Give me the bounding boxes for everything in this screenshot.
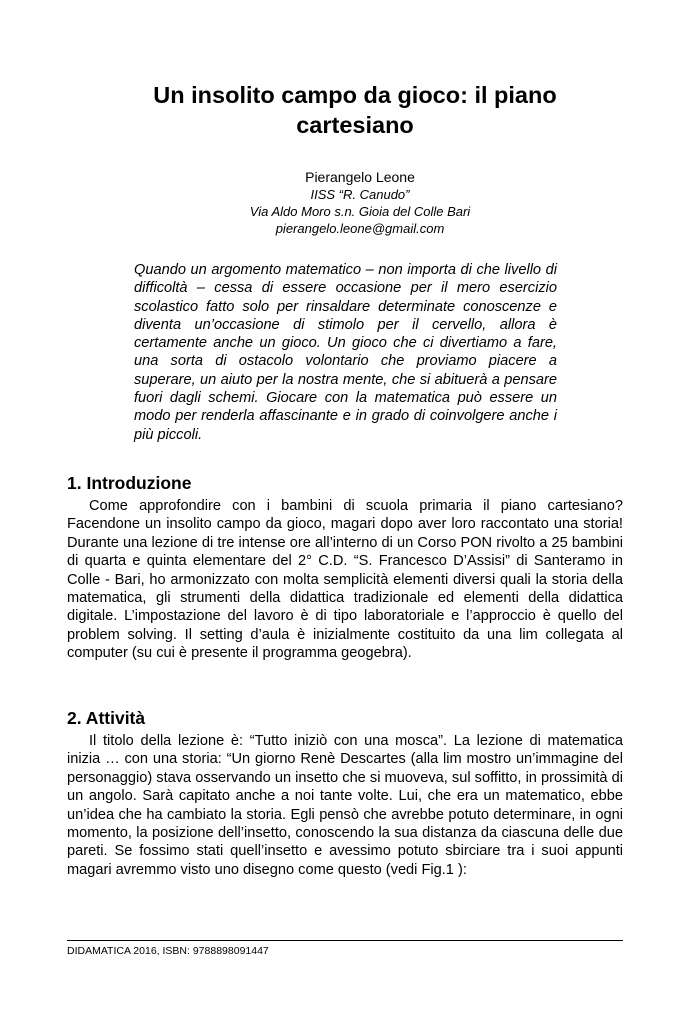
- author-institution: IISS “R. Canudo”: [310, 187, 410, 202]
- author-email: pierangelo.leone@gmail.com: [275, 221, 445, 236]
- footer-isbn: DIDAMATICA 2016, ISBN: 9788898091447: [67, 945, 269, 957]
- section-body-attivita: Il titolo della lezione è: “Tutto iniziò con una mosca”. La lezione di matematica inizia … con una storia: “Un giorno Renè Descartes (alla lim mostro un’immagine del personaggio) stava osservando un insetto che si muoveva, sul soffitto, in prossimità di un angolo. Sarà capitato anche a noi tante volte. Lui, che era un matematico, ebbe un’idea che ha cambiato la storia. Egli pensò che avrebbe potuto determinare, in ogni momento, la posizione dell’insetto, conoscendo la sua distanza da ciascuna delle due pareti. Se fossimo stati quell’insetto e avessimo potuto sbirciare tra i suoi appunti magari avremmo visto uno disegno come questo (vedi Fig.1 ):: [67, 733, 623, 878]
- author-block: [150, 168, 570, 237]
- section-heading-introduzione: 1. Introduzione: [67, 473, 192, 493]
- footer-divider: [67, 940, 623, 941]
- section-body-introduzione: Come approfondire con i bambini di scuola primaria il piano cartesiano? Facendone un insolito campo da gioco, magari dopo aver loro raccontato una storia! Durante una lezione di tre intense ore all’interno di un Corso PON rivolto a 25 bambini di quarta e quinta elementare del 2° C.D. “S. Francesco D’Assisi” di Santeramo in Colle - Bari, ho armonizzato con molta semplicità elementi diversi quali la storia della matematica, gli strumenti della didattica tradizionale ed elementi della didattica digitale. L’impostazione del lavoro è di tipo laboratoriale e l’approccio è quello del problem solving. Il setting d’aula è inizialmente costituito da una lim collegata al computer (su cui è presente il programma geogebra).: [67, 498, 623, 662]
- author-address: Via Aldo Moro s.n. Gioia del Colle Bari: [249, 204, 471, 219]
- paper-title: Un insolito campo da gioco: il piano cartesiano: [153, 82, 557, 138]
- section-heading-attivita: 2. Attività: [67, 708, 146, 728]
- abstract: Quando un argomento matematico – non importa di che livello di difficoltà – cessa di essere occasione per il mero esercizio scolastico fatto solo per rinsaldare determinate conoscenze e diventa un’occasione di stimolo per il cervello, allora è certamente anche un gioco. Un gioco che ci divertiamo a fare, una sorta di ostacolo volontario che proviamo piacere a superare, un aiuto per la nostra mente, che si abituerà a pensare fuori dagli schemi. Giocare con la matematica può essere un modo per renderla affascinante e in grado di coinvolgere anche i più piccoli.: [134, 262, 557, 443]
- author-name: Pierangelo Leone: [305, 169, 415, 185]
